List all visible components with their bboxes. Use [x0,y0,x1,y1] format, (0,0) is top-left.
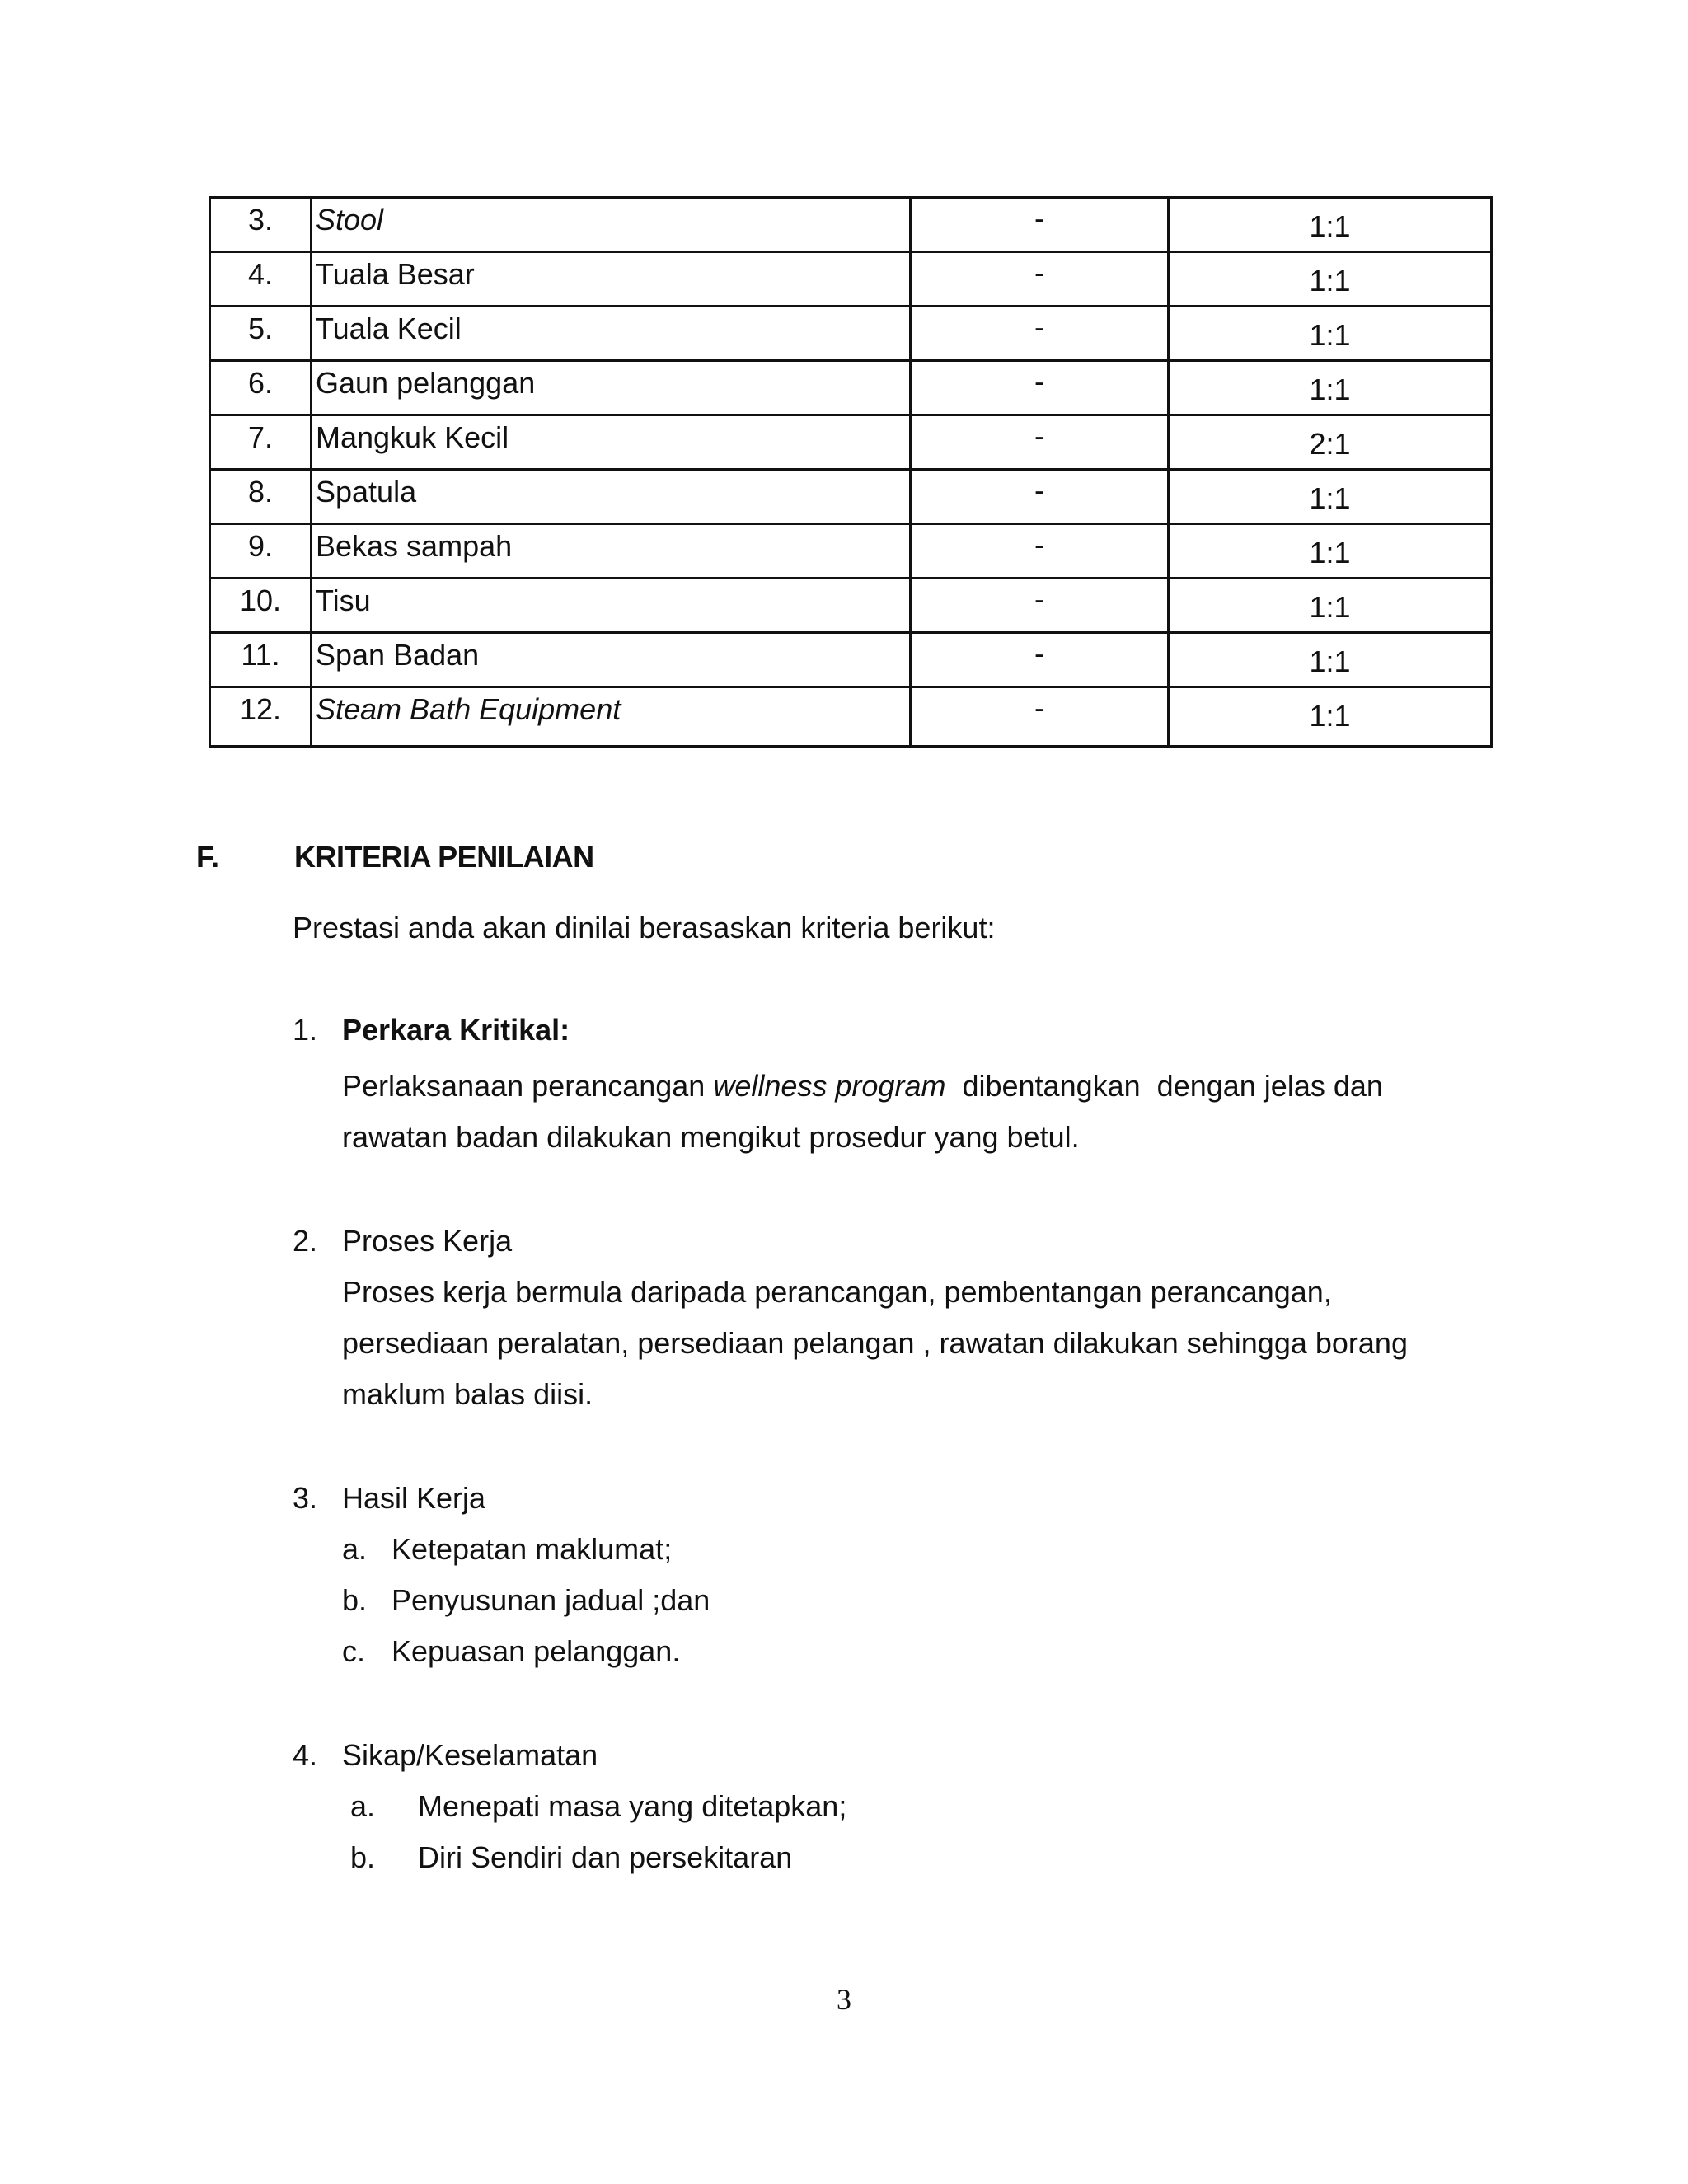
row-number-cell: 12. [210,687,312,747]
table-row [210,470,1492,524]
equipment-table [209,196,1493,748]
quantity-cell: - [911,198,1169,252]
table-row [210,252,1492,307]
criterion-2-line-3: maklum balas diisi. [342,1377,593,1411]
criterion-3-item-a-text: Ketepatan maklumat; [392,1532,673,1566]
row-number-cell: 3. [210,198,312,252]
row-number-cell: 10. [210,579,312,633]
criterion-4-number: 4. [293,1738,318,1772]
equipment-table-body [210,198,1492,747]
row-number-cell: 9. [210,524,312,579]
row-number-cell: 4. [210,252,312,307]
criterion-2-title: Proses Kerja [342,1224,513,1258]
ratio-cell: 1:1 [1169,252,1492,307]
criterion-2-line-2: persediaan peralatan, persediaan pelangan , rawatan dilakukan sehingga borang [342,1326,1408,1360]
quantity-cell: - [911,579,1169,633]
criterion-3-item-c-text: Kepuasan pelanggan. [392,1634,681,1668]
quantity-cell: - [911,361,1169,415]
item-name-cell: Gaun pelanggan [312,361,911,415]
item-name-cell: Tuala Kecil [312,307,911,361]
criterion-3-item-c-letter: c. [342,1634,366,1668]
quantity-cell: - [911,633,1169,687]
quantity-cell: - [911,470,1169,524]
criterion-3-title: Hasil Kerja [342,1481,486,1515]
row-number-cell: 7. [210,415,312,470]
ratio-cell: 1:1 [1169,361,1492,415]
item-name-cell: Steam Bath Equipment [312,687,911,747]
item-name-cell: Tisu [312,579,911,633]
item-name-cell: Span Badan [312,633,911,687]
page-number: 3 [837,1983,851,2016]
criterion-1-line-1-a: Perlaksanaan perancangan [342,1069,714,1103]
criterion-4-item-b-letter: b. [350,1840,376,1874]
quantity-cell: - [911,252,1169,307]
criterion-4-item-b-text: Diri Sendiri dan persekitaran [418,1840,793,1874]
quantity-cell: - [911,524,1169,579]
table-row [210,524,1492,579]
table-row [210,633,1492,687]
item-name-cell: Stool [312,198,911,252]
row-number-cell: 6. [210,361,312,415]
ratio-cell: 2:1 [1169,415,1492,470]
quantity-cell: - [911,415,1169,470]
criterion-3-number: 3. [293,1481,318,1515]
criterion-3-item-b-text: Penyusunan jadual ;dan [392,1583,710,1617]
ratio-cell: 1:1 [1169,524,1492,579]
item-name-cell: Bekas sampah [312,524,911,579]
criterion-2-number: 2. [293,1224,318,1258]
table-row [210,579,1492,633]
criterion-2-line-1: Proses kerja bermula daripada perancangan, pembentangan perancangan, [342,1275,1332,1309]
table-row [210,415,1492,470]
ratio-cell: 1:1 [1169,307,1492,361]
quantity-cell: - [911,307,1169,361]
quantity-cell: - [911,687,1169,747]
table-row [210,307,1492,361]
section-title: KRITERIA PENILAIAN [294,840,594,874]
section-intro: Prestasi anda akan dinilai berasaskan kriteria berikut: [293,911,996,944]
table-row [210,198,1492,252]
ratio-cell: 1:1 [1169,579,1492,633]
criterion-4-title: Sikap/Keselamatan [342,1738,598,1772]
criterion-1-line-1-c: dibentangkan dengan jelas dan [945,1069,1383,1103]
ratio-cell: 1:1 [1169,470,1492,524]
table-row [210,361,1492,415]
criterion-3-item-b-letter: b. [342,1583,368,1617]
row-number-cell: 5. [210,307,312,361]
section-letter: F. [196,840,220,874]
row-number-cell: 11. [210,633,312,687]
criterion-4-item-a-text: Menepati masa yang ditetapkan; [418,1789,847,1823]
ratio-cell: 1:1 [1169,687,1492,747]
criterion-1-number: 1. [293,1013,318,1047]
item-name-cell: Tuala Besar [312,252,911,307]
criterion-1-line-2: rawatan badan dilakukan mengikut prosedur yang betul. [342,1120,1080,1154]
criterion-4-item-a-letter: a. [350,1789,376,1823]
ratio-cell: 1:1 [1169,198,1492,252]
criterion-3-item-a-letter: a. [342,1532,368,1566]
criterion-1-title: Perkara Kritikal: [342,1013,570,1047]
ratio-cell: 1:1 [1169,633,1492,687]
row-number-cell: 8. [210,470,312,524]
table-row [210,687,1492,747]
criterion-1-line-1 [342,1068,1383,1104]
criterion-1-line-1-b: wellness program [713,1069,946,1103]
item-name-cell: Spatula [312,470,911,524]
item-name-cell: Mangkuk Kecil [312,415,911,470]
